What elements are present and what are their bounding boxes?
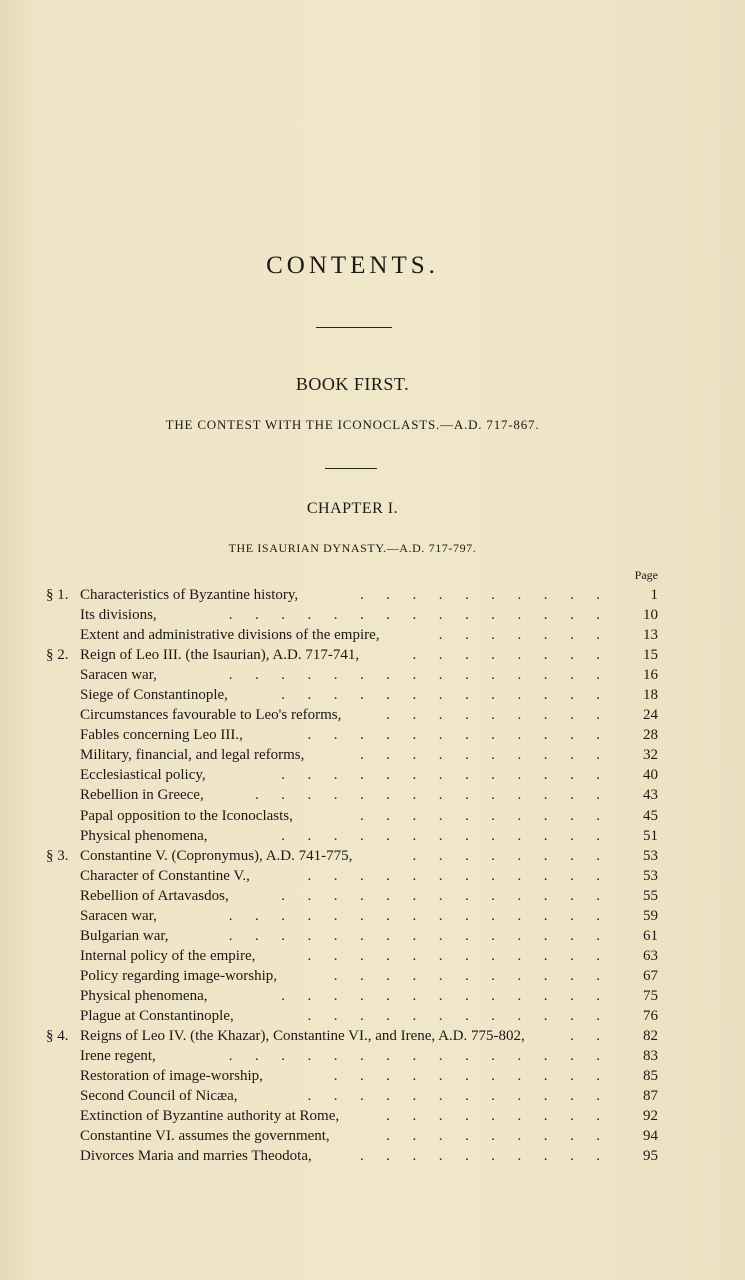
- entry-title: Constantine V. (Copronymus), A.D. 741-775,: [80, 847, 353, 864]
- section-number: § 4.: [46, 1028, 69, 1045]
- toc-entry: [0, 986, 745, 1006]
- page-title: CONTENTS.: [266, 252, 439, 279]
- leader-dots: . . . . . . . . . . . . .: [281, 827, 600, 844]
- leader-dots: . . . . . . . . .: [386, 707, 600, 724]
- entry-title: Papal opposition to the Iconoclasts,: [80, 807, 293, 824]
- leader-dots: . . . . . . . . . . . . . . .: [228, 607, 600, 624]
- entry-title: Characteristics of Byzantine history,: [80, 587, 299, 603]
- leader-dots: . . . . . . . . . .: [360, 747, 600, 764]
- leader-dots: . . . . . . . . . . . . . . .: [228, 907, 600, 924]
- page-number: 75: [643, 987, 658, 1004]
- leader-dots: . . . . . . . . . . . . .: [281, 987, 600, 1004]
- toc-entry: [0, 946, 745, 966]
- section-number: § 3.: [46, 847, 69, 864]
- toc-entry: [0, 806, 745, 826]
- leader-dots: . . . . . . . . . . . .: [307, 1007, 600, 1024]
- toc-entry: [0, 785, 745, 805]
- entry-title: Siege of Constantinople,: [80, 687, 228, 704]
- toc-entry: [0, 1146, 745, 1166]
- page-number: 83: [643, 1048, 658, 1065]
- leader-dots: . . . . . . . . . . . .: [307, 1088, 600, 1105]
- toc-entry: [0, 1026, 745, 1046]
- chapter-subtitle: THE ISAURIAN DYNASTY.—A.D. 717-797.: [228, 541, 477, 555]
- page-number: 94: [643, 1128, 658, 1145]
- book-rule: [325, 468, 377, 469]
- page-number: 95: [643, 1148, 658, 1165]
- entry-title: Second Council of Nicæa,: [80, 1088, 238, 1105]
- entry-title: Rebellion in Greece,: [80, 787, 204, 804]
- page-number: 1: [650, 587, 658, 603]
- toc-entry: [0, 826, 745, 846]
- entry-title: Its divisions,: [80, 607, 157, 624]
- page-number: 55: [643, 887, 658, 904]
- toc-entry: [0, 866, 745, 886]
- leader-dots: . . . . . . . . . . . . . . .: [228, 667, 600, 684]
- leader-dots: . . . . . . . . .: [386, 1128, 600, 1145]
- page-number: 45: [643, 807, 658, 824]
- entry-title: Saracen war,: [80, 907, 157, 924]
- toc-entry: [0, 906, 745, 926]
- entry-title: Military, financial, and legal reforms,: [80, 747, 305, 764]
- page-number: 15: [643, 647, 658, 664]
- toc-entry: [0, 585, 745, 605]
- page-number: 18: [643, 687, 658, 704]
- book-heading: BOOK FIRST.: [295, 374, 410, 394]
- leader-dots: . . . . . . . . . . . . .: [281, 687, 600, 704]
- page-number: 61: [643, 927, 658, 944]
- title-rule: [316, 327, 392, 328]
- toc-entry: [0, 665, 745, 685]
- toc-entry: [0, 1126, 745, 1146]
- entry-title: Physical phenomena,: [80, 827, 208, 844]
- entry-title: Divorces Maria and marries Theodota,: [80, 1148, 312, 1165]
- toc-entry: [0, 605, 745, 625]
- page-number: 16: [643, 667, 658, 684]
- page-number: 13: [643, 627, 658, 644]
- entry-title: Plague at Constantinople,: [80, 1007, 234, 1024]
- entry-title: Reigns of Leo IV. (the Khazar), Constantine VI., and Irene, A.D. 775-802,: [80, 1028, 525, 1045]
- leader-dots: . . . . . . . .: [412, 847, 600, 864]
- entry-title: Rebellion of Artavasdos,: [80, 887, 229, 904]
- toc-entry: [0, 1066, 745, 1086]
- entry-title: Irene regent,: [80, 1048, 156, 1065]
- toc-entry: [0, 1106, 745, 1126]
- entry-title: Saracen war,: [80, 667, 157, 684]
- leader-dots: . . . . . . .: [438, 627, 600, 644]
- toc-entry: [0, 645, 745, 665]
- page-number: 63: [643, 947, 658, 964]
- table-of-contents: [0, 585, 745, 1166]
- leader-dots: . . . . . . . . . .: [360, 807, 600, 824]
- leader-dots: . . . . . . . . . . . . . . .: [228, 1048, 600, 1065]
- leader-dots: . . . . . . . . . . . . . .: [255, 787, 600, 804]
- page-number: 43: [643, 787, 658, 804]
- chapter-heading: CHAPTER I.: [306, 500, 399, 517]
- toc-entry: [0, 926, 745, 946]
- entry-title: Reign of Leo III. (the Isaurian), A.D. 717-741,: [80, 647, 360, 664]
- page-number: 10: [643, 607, 658, 624]
- toc-entry: [0, 705, 745, 725]
- toc-entry: [0, 1046, 745, 1066]
- leader-dots: . . . . . . . . .: [386, 1108, 600, 1125]
- toc-entry: [0, 1086, 745, 1106]
- leader-dots: . . . . . . . . . . . . .: [281, 767, 600, 784]
- section-number: § 1.: [46, 587, 69, 603]
- entry-title: Physical phenomena,: [80, 987, 208, 1004]
- entry-title: Policy regarding image-worship,: [80, 967, 278, 984]
- page-number: 92: [643, 1108, 658, 1125]
- toc-entry: [0, 745, 745, 765]
- leader-dots: . . . . . . . . . .: [360, 587, 600, 603]
- page-number: 53: [643, 847, 658, 864]
- leader-dots: . . . . . . . .: [412, 647, 600, 664]
- page-number: 53: [643, 867, 658, 884]
- entry-title: Constantine VI. assumes the government,: [80, 1128, 330, 1145]
- entry-title: Fables concerning Leo III.,: [80, 727, 243, 744]
- page-number: 87: [643, 1088, 658, 1105]
- entry-title: Extent and administrative divisions of the empire,: [80, 627, 380, 644]
- leader-dots: . . . . . . . . . . . .: [307, 867, 600, 884]
- page-number: 82: [643, 1028, 658, 1045]
- page-number: 76: [643, 1007, 658, 1024]
- page-number: 28: [643, 727, 658, 744]
- toc-entry: [0, 625, 745, 645]
- toc-entry: [0, 685, 745, 705]
- toc-entry: [0, 846, 745, 866]
- leader-dots: . . . . . . . . . . . .: [307, 947, 600, 964]
- entry-title: Circumstances favourable to Leo's reforms,: [80, 707, 342, 724]
- toc-entry: [0, 886, 745, 906]
- page-number: 24: [643, 707, 658, 724]
- page-number: 51: [643, 827, 658, 844]
- entry-title: Extinction of Byzantine authority at Rome,: [80, 1108, 340, 1125]
- toc-entry: [0, 1006, 745, 1026]
- entry-title: Bulgarian war,: [80, 927, 169, 944]
- page-column-label: Page: [634, 568, 658, 582]
- page-number: 32: [643, 747, 658, 764]
- toc-entry: [0, 765, 745, 785]
- page-number: 59: [643, 907, 658, 924]
- leader-dots: . .: [570, 1028, 600, 1045]
- book-subtitle: THE CONTEST WITH THE ICONOCLASTS.—A.D. 717-867.: [165, 417, 540, 432]
- page-number: 40: [643, 767, 658, 784]
- toc-entry: [0, 966, 745, 986]
- entry-title: Internal policy of the empire,: [80, 947, 256, 964]
- entry-title: Ecclesiastical policy,: [80, 767, 206, 784]
- leader-dots: . . . . . . . . . . . . .: [281, 887, 600, 904]
- section-number: § 2.: [46, 647, 69, 664]
- toc-entry: [0, 725, 745, 745]
- entry-title: Character of Constantine V.,: [80, 867, 250, 884]
- entry-title: Restoration of image-worship,: [80, 1068, 263, 1085]
- leader-dots: . . . . . . . . . .: [360, 1148, 600, 1165]
- leader-dots: . . . . . . . . . . .: [333, 1068, 600, 1085]
- page-number: 67: [643, 967, 658, 984]
- leader-dots: . . . . . . . . . . . . . . .: [228, 927, 600, 944]
- page-number: 85: [643, 1068, 658, 1085]
- leader-dots: . . . . . . . . . . . .: [307, 727, 600, 744]
- leader-dots: . . . . . . . . . . .: [333, 967, 600, 984]
